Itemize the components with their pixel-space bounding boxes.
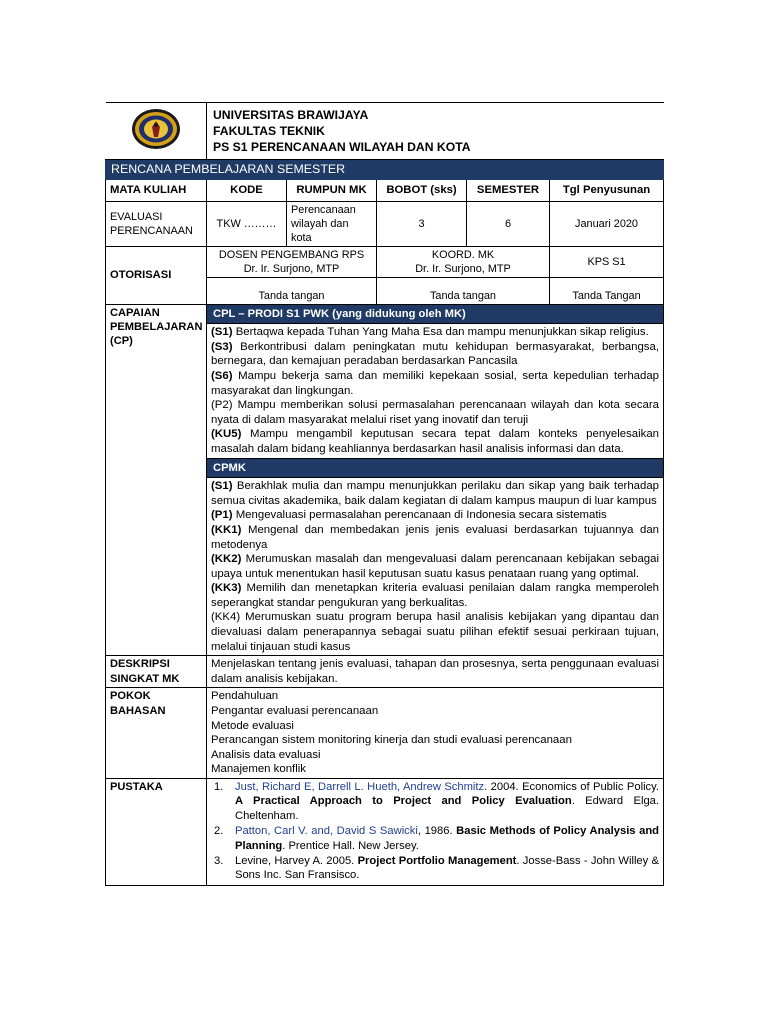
dev-name: Dr. Ir. Surjono, MTP: [243, 262, 340, 275]
coord-title: KOORD. MK: [431, 248, 495, 261]
cpl-item: (S3) Berkontribusi dalam peningkatan mutu kehidupan bermasyarakat, berbangsa, bernegara, dan kemajuan peradaban berdasarkan Pancasila: [211, 340, 660, 368]
pustaka-label: PUSTAKA: [106, 779, 207, 886]
cpl-list: [207, 324, 664, 458]
coord-name: Dr. Ir. Surjono, MTP: [415, 262, 511, 275]
pokok-label: [106, 688, 207, 779]
pokok-label-line1: POKOK: [110, 690, 151, 703]
col-mata-kuliah: MATA KULIAH: [106, 180, 207, 202]
col-bobot: BOBOT (sks): [377, 180, 467, 202]
institution-block: [207, 103, 664, 160]
deskripsi-label: [106, 656, 207, 688]
col-kode: KODE: [207, 180, 287, 202]
cpmk-item: (KK2) Merumuskan masalah dan mengevaluasi dalam perencanaan kebijakan sebagai upaya untuk menentukan hasil keputusan suatu kasus penataan ruang yang optimal.: [211, 553, 660, 580]
cpmk-item: (KK3) Memilih dan menetapkan kriteria evaluasi penilaian dalam rangka memperoleh seperangkat standar pengukuran yang berkualitas.: [211, 582, 660, 609]
pokok-list: [207, 688, 664, 779]
cpmk-item: (KK4) Merumuskan suatu program berupa hasil analisis kebijakan yang dipantau dan dievaluasi dalam penerapannya sebagai suatu pilihan efektif sesuai perkiraan tujuan, melalui tinjauan studi kasus: [211, 611, 660, 653]
signature-coord: Tanda tangan: [377, 277, 550, 304]
reference-authors[interactable]: Patton, Carl V. and, David S Sawicki: [235, 825, 418, 838]
deskripsi-label-line2: SINGKAT MK: [110, 672, 180, 685]
rps-table: [105, 102, 664, 886]
institution-name: UNIVERSITAS BRAWIJAYA: [213, 108, 369, 122]
cpl-item: (KU5) Mampu mengambil keputusan secara tepat dalam konteks penyelesaikan masalah dalam bidang keahliannya berdasarkan hasil analisis informasi dan data.: [211, 428, 660, 455]
course-code: TKW ………: [207, 201, 287, 246]
cpmk-item: (KK1) Mengenal dan membedakan jenis jenis evaluasi berdasarkan tujuannya dan metodenya: [211, 523, 660, 551]
cpl-item: (S1) Bertaqwa kepada Tuhan Yang Maha Esa dan mampu menunjukkan sikap religius.: [211, 326, 649, 339]
course-name: EVALUASI PERENCANAAN: [106, 201, 207, 246]
cp-label-line1: CAPAIAN: [110, 306, 160, 319]
pokok-item: Perancangan sistem monitoring kinerja dan studi evaluasi perencanaan: [211, 734, 572, 747]
course-semester: 6: [467, 201, 550, 246]
pustaka-list: [207, 779, 664, 886]
cpl-heading: CPL – PRODI S1 PWK (yang didukung oleh MK): [207, 304, 664, 324]
pokok-item: Pendahuluan: [211, 690, 279, 703]
rps-document: [105, 102, 663, 886]
signature-dev: Tanda tangan: [207, 277, 377, 304]
coord-block: [377, 246, 550, 277]
program-name: PS S1 PERENCANAAN WILAYAH DAN KOTA: [213, 140, 471, 154]
reference-item: 1. Just, Richard E, Darrell L. Hueth, Andrew Schmitz. 2004. Economics of Public Policy. A Practical Approach to Project and Policy Evaluation. Edward Elga. Cheltenham.: [214, 781, 660, 822]
cpmk-heading: CPMK: [207, 458, 664, 478]
course-credits: 3: [377, 201, 467, 246]
col-semester: SEMESTER: [467, 180, 550, 202]
faculty-name: FAKULTAS TEKNIK: [213, 124, 325, 138]
reference-item: 2. Patton, Carl V. and, David S Sawicki, 1986. Basic Methods of Policy Analysis and Planning. Prentice Hall. New Jersey.: [214, 825, 660, 852]
deskripsi-text: [207, 656, 664, 688]
reference-item: 3. Levine, Harvey A. 2005. Project Portfolio Management. Josse-Bass - John Willey & Sons Inc. San Fransisco.: [214, 855, 659, 882]
col-rumpun-mk: RUMPUN MK: [287, 180, 377, 202]
course-group: Perencanaan wilayah dan kota: [287, 201, 377, 246]
pokok-item: Metode evaluasi: [211, 719, 294, 732]
cpmk-item: (P1) Mengevaluasi permasalahan perencanaan di Indonesia secara sistematis: [211, 509, 607, 522]
deskripsi-paragraph: Menjelaskan tentang jenis evaluasi, tahapan dan prosesnya, serta penggunaan evaluasi dalam analisis kebijakan.: [211, 658, 660, 685]
cpl-item: (S6) Mampu bekerja sama dan memiliki kepekaan sosial, serta kepedulian terhadap masyarakat dan lingkungan.: [211, 369, 660, 397]
rps-title-bar: RENCANA PEMBELAJARAN SEMESTER: [106, 160, 664, 180]
cpmk-item: (S1) Berakhlak mulia dan mampu menunjukkan perilaku dan sikap yang baik terhadap semua civitas akademika, baik dalam kegiatan di dalam kampus maupun di luar kampus: [211, 480, 660, 507]
cp-label-line2: PEMBELAJARAN: [110, 320, 203, 333]
university-logo: [131, 108, 181, 150]
cpl-item: (P2) Mampu memberikan solusi permasalahan perencanaan wilayah dan kota secara nyata di dalam masyarakat melalui riset yang inovatif dan teruji: [211, 399, 660, 426]
dev-block: [207, 246, 377, 277]
reference-authors[interactable]: Just, Richard E, Darrell L. Hueth, Andrew Schmitz: [235, 781, 485, 793]
logo-cell: [106, 103, 207, 160]
pokok-item: Manajemen konflik: [211, 763, 306, 776]
signature-kps: Tanda Tangan: [550, 277, 664, 304]
dev-title: DOSEN PENGEMBANG RPS: [218, 248, 365, 261]
otorisasi-label: OTORISASI: [106, 246, 207, 304]
cpmk-list: [207, 478, 664, 656]
col-tgl-penyusunan: Tgl Penyusunan: [550, 180, 664, 202]
course-date: Januari 2020: [550, 201, 664, 246]
cp-label: [106, 304, 207, 656]
pokok-label-line2: BAHASAN: [110, 704, 166, 717]
kps-label: KPS S1: [550, 246, 664, 277]
deskripsi-label-line1: DESKRIPSI: [110, 658, 170, 671]
pokok-item: Analisis data evaluasi: [211, 748, 321, 761]
pokok-item: Pengantar evaluasi perencanaan: [211, 705, 379, 718]
cp-label-line3: (CP): [110, 335, 133, 348]
reference-list: [211, 780, 659, 883]
